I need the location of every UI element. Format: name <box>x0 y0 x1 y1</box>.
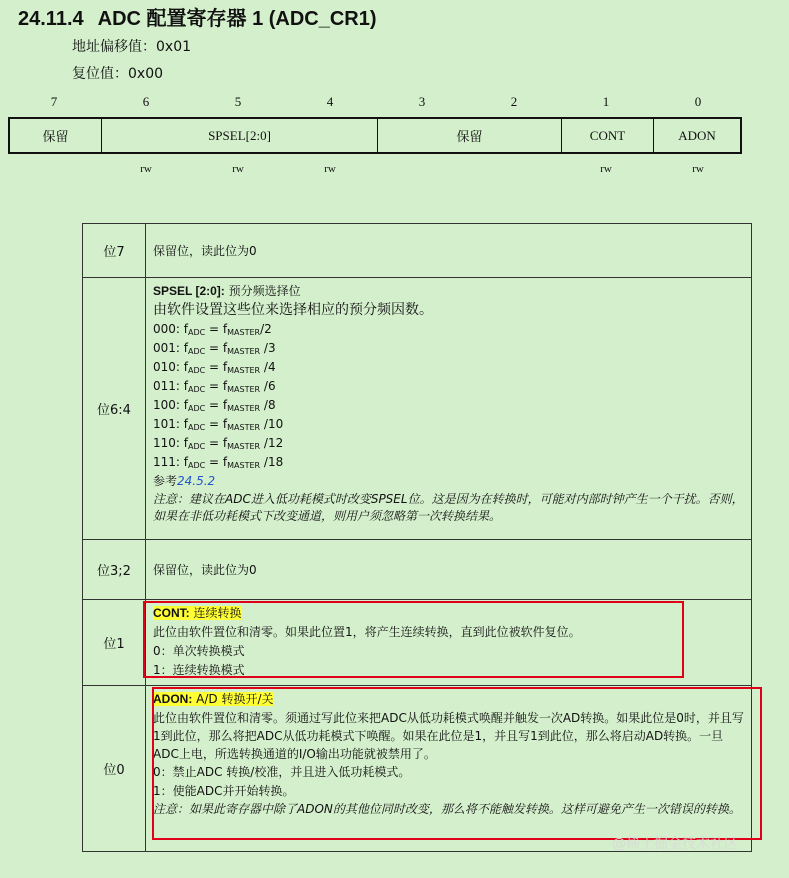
prescaler-option-101: 101: $f_{ADC} = f_{MASTER}$ /10 <box>153 417 284 432</box>
bit-number-6: 6 <box>142 94 150 109</box>
bit-number-7: 7 <box>50 94 58 109</box>
register-bitfield-row <box>8 117 742 154</box>
prescaler-option-110: 110: $f_{ADC} = f_{MASTER}$ /12 <box>153 436 284 451</box>
bit-number-5: 5 <box>234 94 242 109</box>
access-bit-1: rw <box>600 163 612 175</box>
field-title: 预分频选择位 <box>224 284 301 298</box>
access-bit-0: rw <box>692 163 704 175</box>
address-offset: 地址偏移值：0x01 <box>72 39 192 55</box>
field-name-highlight: CONT: 连续转换 <box>153 606 242 620</box>
reset-value: 复位值：0x00 <box>72 66 164 82</box>
bit-description <box>146 686 752 852</box>
table-row-bit3-2 <box>83 540 752 600</box>
option-1: 1：使能ADC并开始转换。 <box>153 784 295 798</box>
field-spsel: SPSEL[2:0] <box>102 119 378 152</box>
table-row-bit7 <box>83 224 752 278</box>
option-0: 0：单次转换模式 <box>153 644 245 658</box>
field-adon: ADON <box>678 127 716 143</box>
field-cont: CONT <box>562 119 654 152</box>
bit-label: 位7 <box>83 224 146 278</box>
bit-number-0: 0 <box>694 94 702 109</box>
prescaler-option-000: 000: $f_{ADC} = f_{MASTER}/2$ <box>153 322 272 337</box>
bit-label: 位6:4 <box>83 278 146 540</box>
bit-description <box>146 600 752 686</box>
access-bit-4: rw <box>324 163 336 175</box>
option-1: 1：连续转换模式 <box>153 663 245 677</box>
prescaler-option-010: 010: $f_{ADC} = f_{MASTER}$ /4 <box>153 360 276 375</box>
bit-label: 位1 <box>83 600 146 686</box>
section-title: ADC 配置寄存器 1 (ADC_CR1) <box>97 8 377 30</box>
prescaler-option-001: 001: $f_{ADC} = f_{MASTER}$ /3 <box>153 341 276 356</box>
bit-number-2: 2 <box>510 94 518 109</box>
field-summary: 此位由软件置位和清零。须通过写此位来把ADC从低功耗模式唤醒并触发一次AD转换。如果此位是0时，并且写1到此位，那么将把ADC从低功耗模式下唤醒。如果在此位是1，并且写1到此位，那么将启动AD转换。一旦ADC上电，所选转换通道的I/O输出功能就被禁用了。 <box>153 711 744 761</box>
access-bit-6: rw <box>140 163 152 175</box>
reference-link[interactable]: 24.5.2 <box>177 474 216 488</box>
bit-description: 保留位，读此位为0 <box>146 540 752 600</box>
section-heading <box>18 2 377 31</box>
bit-label: 位3;2 <box>83 540 146 600</box>
prescaler-option-111: 111: $f_{ADC} = f_{MASTER}$ /18 <box>153 455 284 470</box>
prescaler-option-011: 011: $f_{ADC} = f_{MASTER}$ /6 <box>153 379 276 394</box>
access-bit-5: rw <box>232 163 244 175</box>
adon-note: 注意：如果此寄存器中除了ADON的其他位同时改变，那么将不能触发转换。这样可避免产生一次错误的转换。 <box>153 802 741 816</box>
prescaler-option-100: 100: $f_{ADC} = f_{MASTER}$ /8 <box>153 398 276 413</box>
bit-description <box>146 278 752 540</box>
spsel-note: 注意：建议在ADC进入低功耗模式时改变SPSEL位。这是因为在转换时，可能对内部时钟产生一个干扰。否则，如果在非低功耗模式下改变通道，则用户须忽略第一次转换结果。 <box>153 492 744 523</box>
field-name: SPSEL [2:0]: <box>153 284 225 298</box>
field-name-highlight: ADON: A/D 转换开/关 <box>153 692 274 706</box>
section-number: 24.11.4 <box>18 8 84 30</box>
bit-description: 保留位，读此位为0 <box>146 224 752 278</box>
table-row-bit0 <box>83 686 752 852</box>
field-reserved-3-2: 保留 <box>378 119 562 152</box>
bit-number-3: 3 <box>418 94 426 109</box>
reference-label: 参考 <box>153 474 178 488</box>
field-summary: 此位由软件置位和清零。如果此位置1，将产生连续转换，直到此位被软件复位。 <box>153 625 581 639</box>
bit-description-table <box>82 223 752 852</box>
table-row-bit1 <box>83 600 752 686</box>
bit-number-4: 4 <box>326 94 334 109</box>
watermark: @稀土掘金技术社区 <box>612 836 738 852</box>
field-reserved-7: 保留 <box>10 119 102 152</box>
table-row-bit6-4 <box>83 278 752 540</box>
bit-label: 位0 <box>83 686 146 852</box>
bit-number-1: 1 <box>602 94 610 109</box>
prescaler-list <box>153 320 745 472</box>
field-summary: 由软件设置这些位来选择相应的预分频因数。 <box>153 302 433 318</box>
option-0: 0：禁止ADC 转换/校准，并且进入低功耗模式。 <box>153 765 411 779</box>
